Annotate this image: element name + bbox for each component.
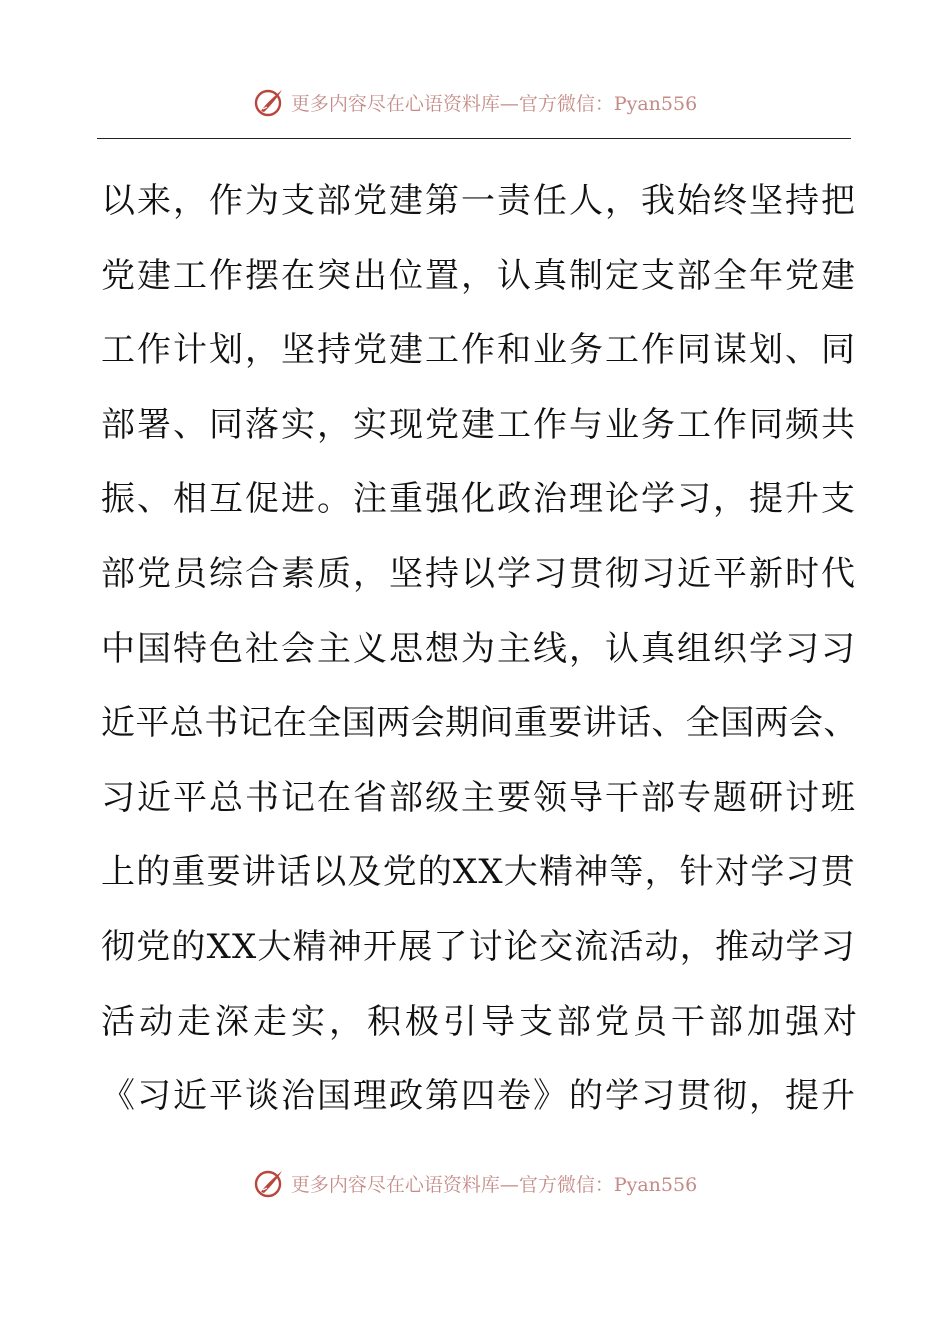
body-line-13: 《习近平谈治国理政第四卷》的学习贯彻，提升 [101, 1076, 857, 1117]
body-line-11: 彻党的XX大精神开展了讨论交流活动，推动学习 [101, 926, 856, 967]
body-line-12: 活动走深走实，积极引导支部党员干部加强对 [101, 1001, 861, 1042]
pen-nib-logo-icon [253, 1166, 287, 1200]
body-line-3: 工作计划，坚持党建工作和业务工作同谋划、同 [101, 330, 857, 371]
body-line-8: 近平总书记在全国两会期间重要讲话、全国两会、 [101, 703, 858, 744]
body-line-9: 习近平总书记在省部级主要领导干部专题研讨班 [101, 777, 857, 818]
body-line-5: 振、相互促进。注重强化政治理论学习，提升支 [101, 479, 857, 520]
header-banner-text: 更多内容尽在心语资料库—官方微信：Pyan556 [290, 92, 698, 115]
pen-nib-logo-icon [253, 85, 287, 119]
body-line-2: 党建工作摆在突出位置，认真制定支部全年党建 [101, 255, 857, 296]
header-divider [97, 138, 851, 139]
document-body [101, 164, 861, 1134]
body-line-6: 部党员综合素质，坚持以学习贯彻习近平新时代 [101, 553, 857, 594]
footer-banner [0, 1163, 950, 1203]
header-banner [0, 82, 950, 122]
body-line-4: 部署、同落实，实现党建工作与业务工作同频共 [101, 404, 857, 445]
body-line-1: 以来，作为支部党建第一责任人，我始终坚持把 [101, 181, 857, 221]
body-line-7: 中国特色社会主义思想为主线，认真组织学习习 [101, 628, 857, 669]
footer-banner-text: 更多内容尽在心语资料库—官方微信：Pyan556 [290, 1173, 698, 1196]
body-line-10: 上的重要讲话以及党的XX大精神等，针对学习贯 [101, 852, 856, 893]
